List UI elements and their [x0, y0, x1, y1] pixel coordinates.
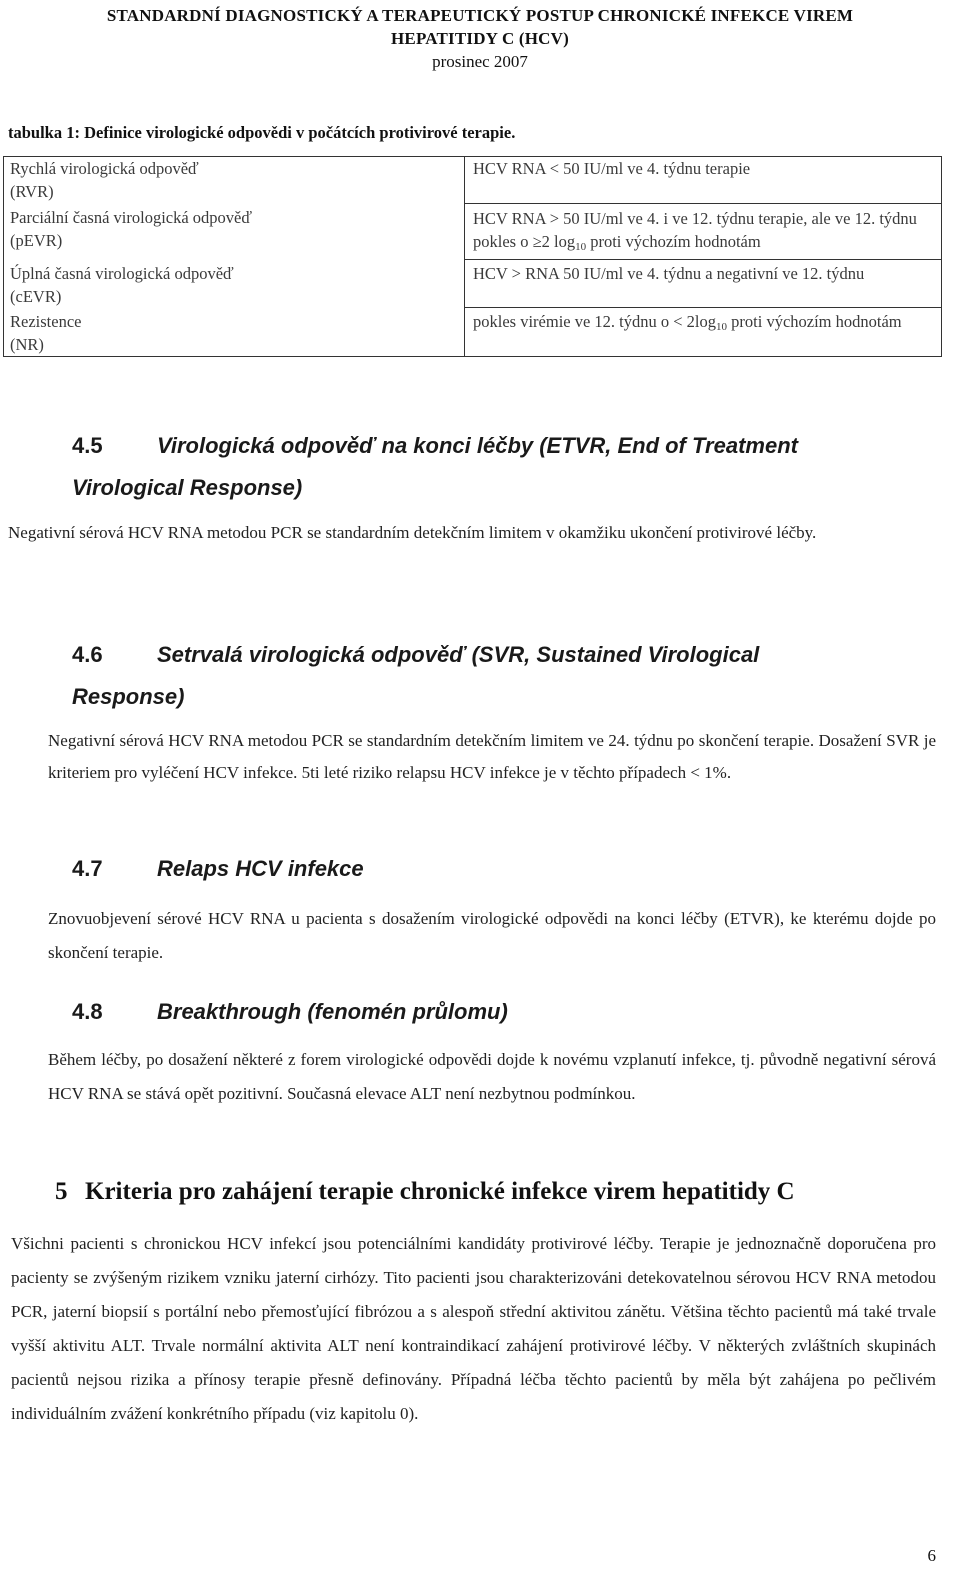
subscript: 10: [716, 321, 728, 333]
section-heading-4-7: [72, 855, 872, 883]
section-number: 4.8: [72, 999, 103, 1024]
term-abbr: (cEVR): [10, 286, 62, 306]
definition-text: HCV RNA < 50 IU/ml ve 4. týdnu terapie: [473, 159, 751, 178]
definition-text: HCV RNA > 50 IU/ml ve 4. i ve 12. týdnu terapie, ale ve 12. týdnu pokles o ≥2 log: [473, 209, 917, 251]
term-abbr: (pEVR): [10, 230, 63, 250]
section-number: 4.7: [72, 856, 103, 881]
term-cell: [4, 204, 465, 260]
section-text-4-8: Během léčby, po dosažení některé z forem virologické odpovědi dojde k novému vzplanutí infekce, tj. původně negativní sérová HCV RNA se stává opět pozitivní. Současná elevace ALT není nezbytnou podmínkou.: [48, 1050, 936, 1103]
definition-cell: [465, 308, 942, 357]
chapter-heading-5: [55, 1178, 795, 1206]
term-cell: [4, 260, 465, 308]
chapter-number: 5: [55, 1178, 68, 1205]
table-row: [4, 157, 942, 204]
section-title: Relaps HCV infekce: [157, 856, 364, 881]
definition-text-cont: proti výchozím hodnotám: [586, 232, 761, 251]
header-title-line1: STANDARDNÍ DIAGNOSTICKÝ A TERAPEUTICKÝ POSTUP CHRONICKÉ INFEKCE VIREM: [106, 6, 854, 25]
section-text-4-5: Negativní sérová HCV RNA metodou PCR se standardním detekčním limitem v okamžiku ukončení protivirové léčby.: [8, 523, 817, 542]
term-cell: [4, 308, 465, 357]
section-text-4-7: Znovuobjevení sérové HCV RNA u pacienta s dosažením virologické odpovědi na konci léčby (ETVR), ke kterému dojde po skončení terapie.: [48, 909, 936, 962]
table-caption: tabulka 1: Definice virologické odpovědi v počátcích protivirové terapie.: [8, 123, 516, 142]
section-title: Virologická odpověď na konci léčby (ETVR, End of Treatment Virological Response): [72, 433, 798, 500]
term-name: Úplná časná virologická odpověď: [10, 263, 234, 283]
term-name: Rezistence: [10, 311, 82, 331]
term-abbr: (NR): [10, 334, 44, 354]
page-number: 6: [927, 1546, 936, 1565]
header-date: prosinec 2007: [432, 52, 528, 71]
chapter-5-text: Všichni pacienti s chronickou HCV infekcí jsou potenciálními kandidáty protivirové léčby. Terapie je jednoznačně doporučena pro pacienty se zvýšeným rizikem vzniku jaterní cirhózy. Tito pacienti jsou charakterizováni detekovatelnou sérovou HCV RNA metodou PCR, jaterní biopsií s portální nebo přemosťující fibrózou a s alespoň střední aktivitou zánětu. Většina těchto pacientů má také trvale vyšší aktivitu ALT. Trvale normální aktivita ALT není kontraindikací zahájení protivirové léčby. V některých zvláštních skupinách pacientů nejsou rizika a přínosy terapie přesně definovány. Případná léčba těchto pacientů by měla být zahájena po pečlivém individuálním zvážení konkrétního případu (viz kapitolu 0).: [11, 1234, 936, 1423]
page-header: [0, 4, 960, 73]
definition-text-cont: proti výchozím hodnotám: [727, 312, 902, 331]
definition-cell: [465, 260, 942, 308]
definition-text: pokles virémie ve 12. týdnu o < 2log: [473, 312, 717, 331]
section-title: Setrvalá virologická odpověď (SVR, Sustained Virological Response): [72, 642, 760, 709]
subscript: 10: [575, 241, 587, 253]
table-row: [4, 204, 942, 260]
section-heading-4-6: [72, 634, 872, 718]
header-title-line2: HEPATITIDY C (HCV): [390, 29, 569, 48]
definitions-table: [3, 156, 942, 357]
table-row: [4, 308, 942, 357]
section-number: 4.6: [72, 642, 103, 667]
section-number: 4.5: [72, 433, 103, 458]
section-text-4-6: Negativní sérová HCV RNA metodou PCR se standardním detekčním limitem ve 24. týdnu po skončení terapie. Dosažení SVR je kriteriem pro vyléčení HCV infekce. 5ti leté riziko relapsu HCV infekce je v těchto případech < 1%.: [48, 731, 936, 782]
term-name: Parciální časná virologická odpověď: [10, 207, 253, 227]
definition-cell: [465, 157, 942, 204]
table-row: [4, 260, 942, 308]
section-heading-4-8: [72, 998, 872, 1026]
term-name: Rychlá virologická odpověď: [10, 159, 199, 178]
chapter-title: Kriteria pro zahájení terapie chronické infekce virem hepatitidy C: [85, 1178, 795, 1205]
definition-text: HCV > RNA 50 IU/ml ve 4. týdnu a negativní ve 12. týdnu: [473, 264, 865, 283]
section-title: Breakthrough (fenomén průlomu): [157, 999, 508, 1024]
term-abbr: (RVR): [10, 182, 54, 201]
definition-cell: [465, 204, 942, 260]
section-heading-4-5: [72, 425, 892, 509]
term-cell: [4, 157, 465, 204]
